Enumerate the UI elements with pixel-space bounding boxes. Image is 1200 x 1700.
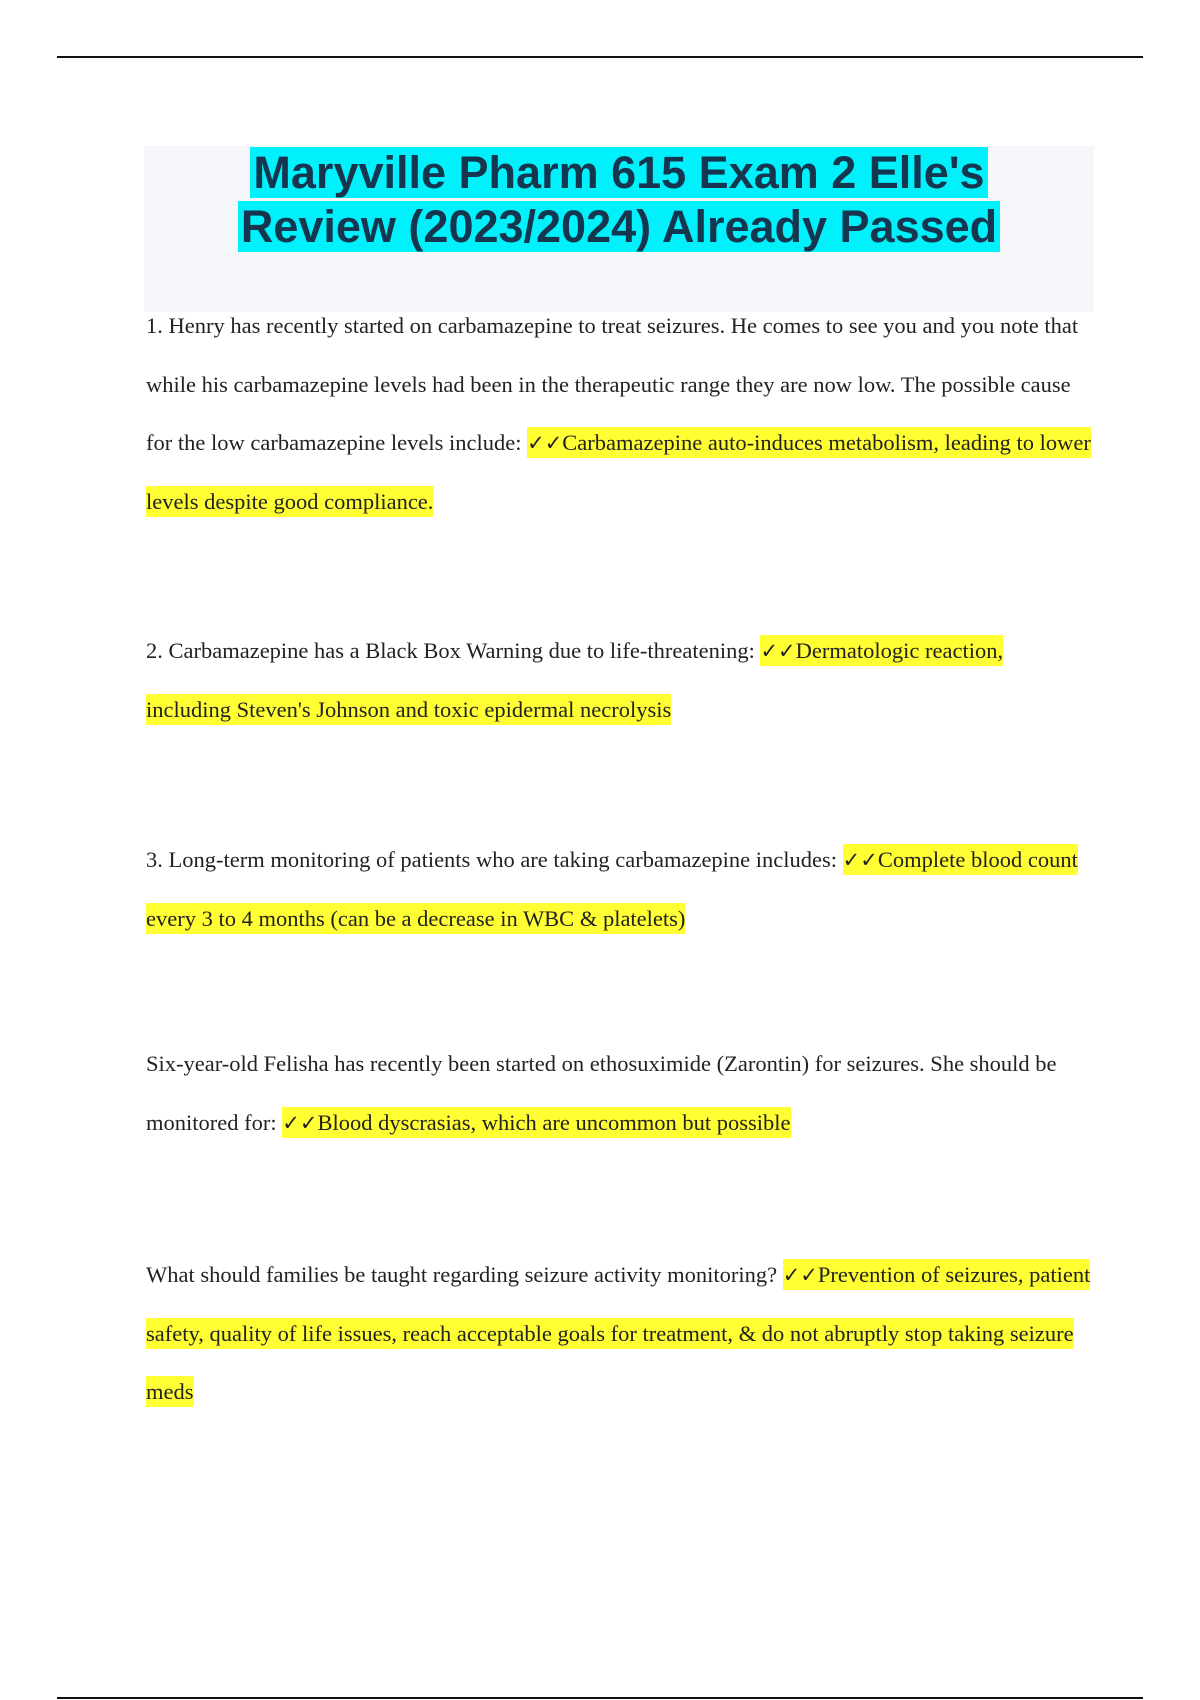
question-text: 1. Henry has recently started on carbamazepine to treat seizures. He comes to see you and you note that while his carbamazepine levels had been in the therapeutic range they are now low. The possible cause for the low carbamazepine levels include: bbox=[146, 313, 1079, 455]
question-text: 3. Long-term monitoring of patients who are taking carbamazepine includes: bbox=[146, 847, 838, 872]
answer-text: Complete blood count every 3 to 4 months (can be a decrease in WBC & platelets) bbox=[146, 847, 1078, 931]
answer-text: Blood dyscrasias, which are uncommon but possible bbox=[317, 1109, 791, 1135]
double-check-icon: ✓✓ bbox=[527, 431, 563, 455]
bottom-rule bbox=[57, 1697, 1143, 1699]
answer-highlight bbox=[282, 1107, 790, 1138]
answer-text: Carbamazepine auto-induces metabolism, leading to lower levels despite good compliance. bbox=[146, 430, 1091, 514]
double-check-icon: ✓✓ bbox=[282, 1110, 318, 1135]
answer-text: Dermatologic reaction, including Steven's Johnson and toxic epidermal necrolysis bbox=[146, 638, 1004, 722]
document-title bbox=[144, 146, 1094, 254]
qa-item-5 bbox=[146, 1246, 1091, 1422]
answer-text: Prevention of seizures, patient safety, quality of life issues, reach acceptable goals for treatment, & do not abruptly stop taking seizure meds bbox=[146, 1262, 1091, 1404]
title-block bbox=[144, 146, 1094, 312]
qa-item-1 bbox=[146, 297, 1091, 531]
double-check-icon: ✓✓ bbox=[782, 1263, 818, 1287]
qa-item-2 bbox=[146, 622, 1091, 739]
qa-item-4 bbox=[146, 1035, 1091, 1152]
question-text: 2. Carbamazepine has a Black Box Warning due to life-threatening: bbox=[146, 638, 755, 663]
title-line-1: Maryville Pharm 615 Exam 2 Elle's bbox=[250, 147, 987, 198]
question-text: What should families be taught regarding seizure activity monitoring? bbox=[146, 1262, 778, 1287]
double-check-icon: ✓✓ bbox=[842, 848, 878, 872]
qa-item-3 bbox=[146, 831, 1091, 948]
double-check-icon: ✓✓ bbox=[760, 639, 796, 663]
question-text: Six-year-old Felisha has recently been started on ethosuximide (Zarontin) for seizures. She should be monitored for: bbox=[146, 1051, 1057, 1135]
title-line-2: Review (2023/2024) Already Passed bbox=[238, 201, 1000, 252]
top-rule bbox=[57, 56, 1143, 58]
